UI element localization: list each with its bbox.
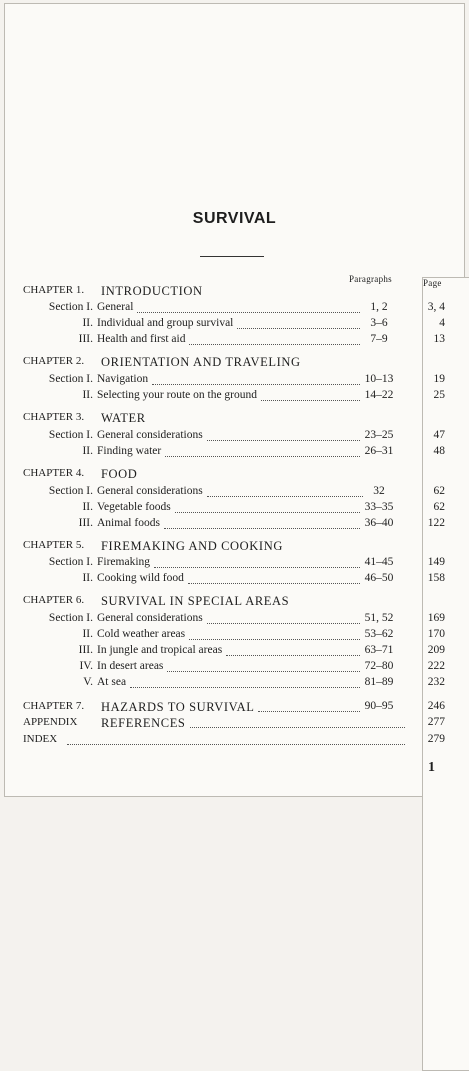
toc-entry-title: Vegetable foods bbox=[97, 501, 171, 513]
dot-leader bbox=[164, 528, 360, 529]
toc-entry-title: Health and first aid bbox=[97, 333, 186, 345]
toc-entry-paragraphs: 36–40 bbox=[364, 517, 394, 529]
toc-entry-number: II. bbox=[82, 572, 93, 584]
toc-entry-title: Cooking wild food bbox=[97, 572, 184, 584]
toc-entry-title: In desert areas bbox=[97, 660, 164, 672]
toc-chapter-row bbox=[5, 467, 466, 483]
toc-entry-page: 62 bbox=[433, 485, 445, 497]
toc-entry-title: Navigation bbox=[97, 373, 149, 385]
toc-entry-title: General considerations bbox=[97, 485, 203, 497]
toc-entry-title: General considerations bbox=[97, 429, 203, 441]
toc-section-row bbox=[5, 644, 466, 660]
toc-entry-paragraphs: 53–62 bbox=[364, 628, 394, 640]
toc-entry-number: IV. bbox=[79, 660, 93, 672]
toc-entry-paragraphs: 7–9 bbox=[370, 333, 388, 345]
toc-entry-number: Section I. bbox=[48, 373, 93, 385]
toc-entry-number: III. bbox=[78, 517, 93, 529]
toc-section-row bbox=[5, 389, 466, 405]
dot-leader bbox=[175, 512, 360, 513]
toc-section-row bbox=[5, 317, 466, 333]
toc-entry-paragraphs: 81–89 bbox=[364, 676, 394, 688]
toc-entry-page: 62 bbox=[433, 501, 445, 513]
toc-entry-paragraphs: 90–95 bbox=[364, 700, 394, 712]
dot-leader bbox=[207, 623, 360, 624]
toc-chapter-row bbox=[5, 733, 466, 749]
toc-entry-page: 169 bbox=[427, 612, 445, 624]
toc-section-row bbox=[5, 445, 466, 461]
toc-entry-page: 246 bbox=[427, 700, 445, 712]
toc-entry-title: FIREMAKING AND COOKING bbox=[101, 539, 283, 553]
dot-leader bbox=[188, 583, 360, 584]
dot-leader bbox=[154, 567, 360, 568]
toc-entry-page: 19 bbox=[433, 373, 445, 385]
toc-entry-title: General bbox=[97, 301, 134, 313]
toc-entry-title: At sea bbox=[97, 676, 127, 688]
dot-leader bbox=[152, 384, 360, 385]
toc-entry-number: Section I. bbox=[48, 485, 93, 497]
column-header-paragraphs: Paragraphs bbox=[349, 274, 392, 284]
toc-entry-number: CHAPTER 2. bbox=[23, 355, 85, 367]
page-number: 1 bbox=[428, 760, 435, 775]
toc-entry-page: 149 bbox=[427, 556, 445, 568]
dot-leader bbox=[207, 496, 363, 497]
toc-entry-number: Section I. bbox=[48, 429, 93, 441]
toc-section-row bbox=[5, 628, 466, 644]
toc-entry-title: Individual and group survival bbox=[97, 317, 234, 329]
toc-entry-page: 4 bbox=[439, 317, 445, 329]
toc-entry-paragraphs: 41–45 bbox=[364, 556, 394, 568]
toc-entry-page: 13 bbox=[433, 333, 445, 345]
toc-entry-number: II. bbox=[82, 628, 93, 640]
dot-leader bbox=[165, 456, 360, 457]
toc-entry-number: II. bbox=[82, 445, 93, 457]
toc-entry-title: In jungle and tropical areas bbox=[97, 644, 223, 656]
toc-section-row bbox=[5, 485, 466, 501]
toc-entry-title: INTRODUCTION bbox=[101, 284, 203, 298]
toc-entry-paragraphs: 32 bbox=[373, 485, 385, 497]
toc-entry-number: II. bbox=[82, 501, 93, 513]
toc-entry-paragraphs: 63–71 bbox=[364, 644, 394, 656]
toc-entry-title: SURVIVAL IN SPECIAL AREAS bbox=[101, 594, 290, 608]
toc-entry-paragraphs: 23–25 bbox=[364, 429, 394, 441]
dot-leader bbox=[190, 727, 405, 728]
toc-entry-number: II. bbox=[82, 317, 93, 329]
document-page bbox=[4, 3, 465, 797]
toc-section-row bbox=[5, 517, 466, 533]
toc-section-row bbox=[5, 660, 466, 676]
dot-leader bbox=[137, 312, 360, 313]
title-divider bbox=[200, 256, 264, 257]
toc-entry-number: CHAPTER 1. bbox=[23, 284, 85, 296]
toc-entry-page: 122 bbox=[427, 517, 445, 529]
dot-leader bbox=[130, 687, 360, 688]
dot-leader bbox=[258, 711, 360, 712]
toc-section-row bbox=[5, 501, 466, 517]
toc-entry-number: CHAPTER 5. bbox=[23, 539, 85, 551]
toc-section-row bbox=[5, 373, 466, 389]
toc-entry-paragraphs: 33–35 bbox=[364, 501, 394, 513]
dot-leader bbox=[207, 440, 360, 441]
toc-entry-number: III. bbox=[78, 644, 93, 656]
toc-entry-paragraphs: 1, 2 bbox=[370, 301, 388, 313]
toc-entry-page: 209 bbox=[427, 644, 445, 656]
toc-entry-number: Section I. bbox=[48, 612, 93, 624]
toc-entry-page: 277 bbox=[427, 716, 445, 728]
toc-entry-page: 232 bbox=[427, 676, 445, 688]
toc-section-row bbox=[5, 333, 466, 349]
toc-section-row bbox=[5, 612, 466, 628]
toc-entry-title: REFERENCES bbox=[101, 716, 186, 730]
toc-entry-title: Cold weather areas bbox=[97, 628, 186, 640]
toc-entry-page: 25 bbox=[433, 389, 445, 401]
toc-entry-page: 3, 4 bbox=[427, 301, 445, 313]
toc-entry-paragraphs: 51, 52 bbox=[364, 612, 394, 624]
toc-entry-number: II. bbox=[82, 389, 93, 401]
toc-entry-page: 170 bbox=[427, 628, 445, 640]
toc-chapter-row bbox=[5, 411, 466, 427]
toc-entry-page: 48 bbox=[433, 445, 445, 457]
toc-entry-paragraphs: 46–50 bbox=[364, 572, 394, 584]
dot-leader bbox=[261, 400, 360, 401]
toc-entry-page: 47 bbox=[433, 429, 445, 441]
toc-section-row bbox=[5, 556, 466, 572]
toc-chapter-row bbox=[5, 594, 466, 610]
toc-chapter-row bbox=[5, 539, 466, 555]
page-title: SURVIVAL bbox=[192, 210, 277, 227]
toc-chapter-row bbox=[5, 716, 466, 732]
toc-entry-title: Animal foods bbox=[97, 517, 160, 529]
toc-chapter-row bbox=[5, 700, 466, 716]
dot-leader bbox=[237, 328, 360, 329]
toc-entry-number: CHAPTER 3. bbox=[23, 411, 85, 423]
toc-entry-number: III. bbox=[78, 333, 93, 345]
toc-entry-paragraphs: 14–22 bbox=[364, 389, 394, 401]
toc-chapter-row bbox=[5, 355, 466, 371]
toc-entry-title: HAZARDS TO SURVIVAL bbox=[101, 700, 255, 714]
toc-entry-title: Selecting your route on the ground bbox=[97, 389, 258, 401]
toc-entry-title: WATER bbox=[101, 411, 146, 425]
toc-entry-paragraphs: 3–6 bbox=[370, 317, 388, 329]
toc-entry-title: ORIENTATION AND TRAVELING bbox=[101, 355, 301, 369]
toc-entry-number: APPENDIX bbox=[23, 716, 78, 728]
dot-leader bbox=[167, 671, 360, 672]
toc-entry-number: Section I. bbox=[48, 556, 93, 568]
toc-entry-number: CHAPTER 6. bbox=[23, 594, 85, 606]
toc-entry-title: Firemaking bbox=[97, 556, 151, 568]
toc-entry-number: V. bbox=[83, 676, 93, 688]
column-header-page: Page bbox=[422, 277, 469, 1071]
toc-section-row bbox=[5, 429, 466, 445]
toc-chapter-row bbox=[5, 284, 466, 300]
toc-section-row bbox=[5, 572, 466, 588]
toc-section-row bbox=[5, 676, 466, 692]
toc-entry-paragraphs: 72–80 bbox=[364, 660, 394, 672]
toc-entry-number: Section I. bbox=[48, 301, 93, 313]
toc-entry-paragraphs: 26–31 bbox=[364, 445, 394, 457]
dot-leader bbox=[189, 344, 360, 345]
toc-entry-number: INDEX bbox=[23, 733, 58, 745]
toc-entry-title: Finding water bbox=[97, 445, 162, 457]
toc-entry-page: 279 bbox=[427, 733, 445, 745]
toc-entry-page: 158 bbox=[427, 572, 445, 584]
dot-leader bbox=[67, 744, 405, 745]
toc-entry-number: CHAPTER 4. bbox=[23, 467, 85, 479]
toc-entry-page: 222 bbox=[427, 660, 445, 672]
dot-leader bbox=[189, 639, 360, 640]
toc-section-row bbox=[5, 301, 466, 317]
toc-entry-title: General considerations bbox=[97, 612, 203, 624]
toc-entry-number: CHAPTER 7. bbox=[23, 700, 85, 712]
dot-leader bbox=[226, 655, 360, 656]
toc-entry-paragraphs: 10–13 bbox=[364, 373, 394, 385]
toc-entry-title: FOOD bbox=[101, 467, 138, 481]
